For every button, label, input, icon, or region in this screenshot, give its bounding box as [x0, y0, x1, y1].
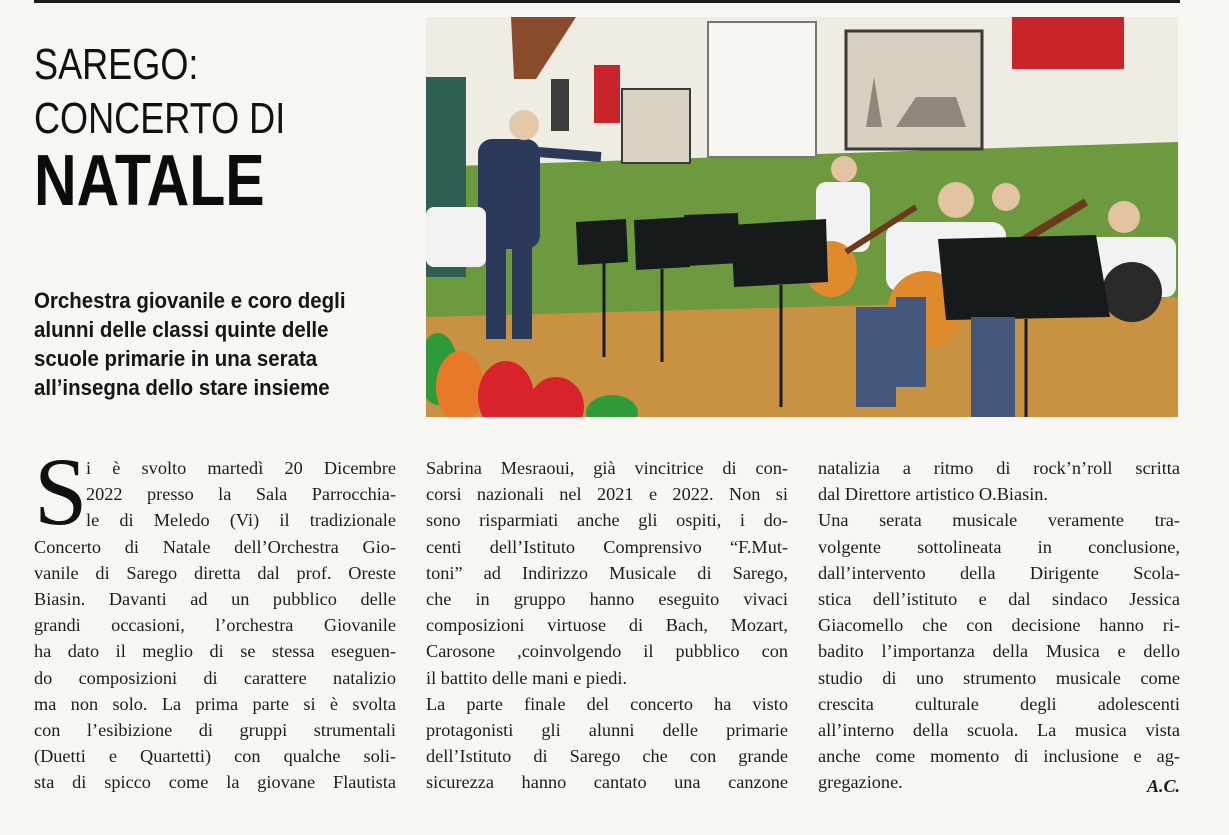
text-line: gregazione.: [818, 772, 903, 793]
text-line: che in gruppo hanno eseguito vivaci: [426, 589, 788, 610]
text-line: corsi nazionali nel 2021 e 2022. Non si: [426, 484, 788, 505]
article-column-2: [426, 455, 788, 796]
text-line: sta di spicco come la giovane Flautista: [34, 772, 396, 793]
top-rule: [34, 0, 1180, 3]
text-line: vanile di Sarego diretta dal prof. Oreste: [34, 562, 396, 583]
text-line: grandi occasioni, l’orchestra Giovanile: [34, 615, 396, 636]
subtitle-line: alunni delle classi quinte delle: [34, 317, 329, 342]
text-line: con l’esibizione di gruppi strumentali: [34, 720, 396, 741]
text-line: La parte finale del concerto ha visto: [426, 693, 788, 714]
text-line: centi dell’Istituto Comprensivo “F.Mut-: [426, 536, 788, 557]
subtitle: [34, 286, 404, 402]
text-line: crescita culturale degli adolescenti: [818, 693, 1180, 714]
subtitle-line: scuole primarie in una serata: [34, 346, 318, 371]
text-line: il battito delle mani e piedi.: [426, 667, 628, 688]
text-line: volgente sottolineata in conclusione,: [818, 536, 1180, 557]
headline-line-1: SAREGO:: [34, 40, 199, 89]
article-column-3: [818, 455, 1180, 796]
text-line: protagonisti gli alunni delle primarie: [426, 720, 788, 741]
concert-photo: [426, 17, 1178, 417]
article-column-1: [34, 455, 396, 796]
text-line: sicurezza hanno cantato una canzone: [426, 772, 788, 793]
drop-cap: S: [34, 438, 88, 545]
text-line: do composizioni di carattere natalizio: [34, 667, 396, 688]
text-line: studio di uno strumento musicale come: [818, 667, 1180, 688]
text-line: Una serata musicale veramente tra-: [818, 510, 1180, 531]
text-line: (Duetti e Quartetti) con qualche soli-: [34, 746, 396, 767]
text-line: 2022 presso la Sala Parrocchia-: [86, 484, 396, 505]
text-line: anche come momento di inclusione e ag-: [818, 746, 1180, 767]
text-line: toni” ad Indirizzo Musicale di Sarego,: [426, 562, 788, 583]
text-line: ma non solo. La prima parte si è svolta: [34, 693, 396, 714]
text-line: Giacomello che con decisione hanno ri-: [818, 615, 1180, 636]
text-line: Biasin. Davanti ad un pubblico delle: [34, 589, 396, 610]
text-line: all’interno della scuola. La musica vista: [818, 720, 1180, 741]
text-line: natalizia a ritmo di rock’n’roll scritta: [818, 458, 1180, 478]
text-line: dal Direttore artistico O.Biasin.: [818, 484, 1048, 505]
text-line: Sabrina Mesraoui, già vincitrice di con-: [426, 458, 788, 478]
subtitle-line: Orchestra giovanile e coro degli: [34, 288, 346, 313]
headline-line-2: CONCERTO DI: [34, 94, 286, 143]
text-line: ha dato il meglio di se stessa eseguen-: [34, 641, 396, 662]
text-line: composizioni virtuose di Bach, Mozart,: [426, 615, 788, 636]
text-line: le di Meledo (Vi) il tradizionale: [86, 510, 396, 531]
headline: [34, 38, 404, 221]
text-line: dell’Istituto di Sarego che con grande: [426, 746, 788, 767]
headline-line-3: NATALE: [34, 141, 265, 221]
text-line: dall’intervento della Dirigente Scola-: [818, 562, 1180, 583]
text-line: badito l’importanza della Musica e dello: [818, 641, 1180, 662]
text-line: i è svolto martedì 20 Dicembre: [86, 458, 396, 478]
subtitle-line: all’insegna dello stare insieme: [34, 375, 330, 400]
text-line: Carosone ,coinvolgendo il pubblico con: [426, 641, 788, 662]
author-signature: A.C.: [1146, 776, 1180, 796]
text-line: sono risparmiati anche gli ospiti, i do-: [426, 510, 788, 531]
text-line: Concerto di Natale dell’Orchestra Gio-: [34, 536, 396, 557]
text-line: stica dell’istituto e dal sindaco Jessica: [818, 589, 1180, 610]
